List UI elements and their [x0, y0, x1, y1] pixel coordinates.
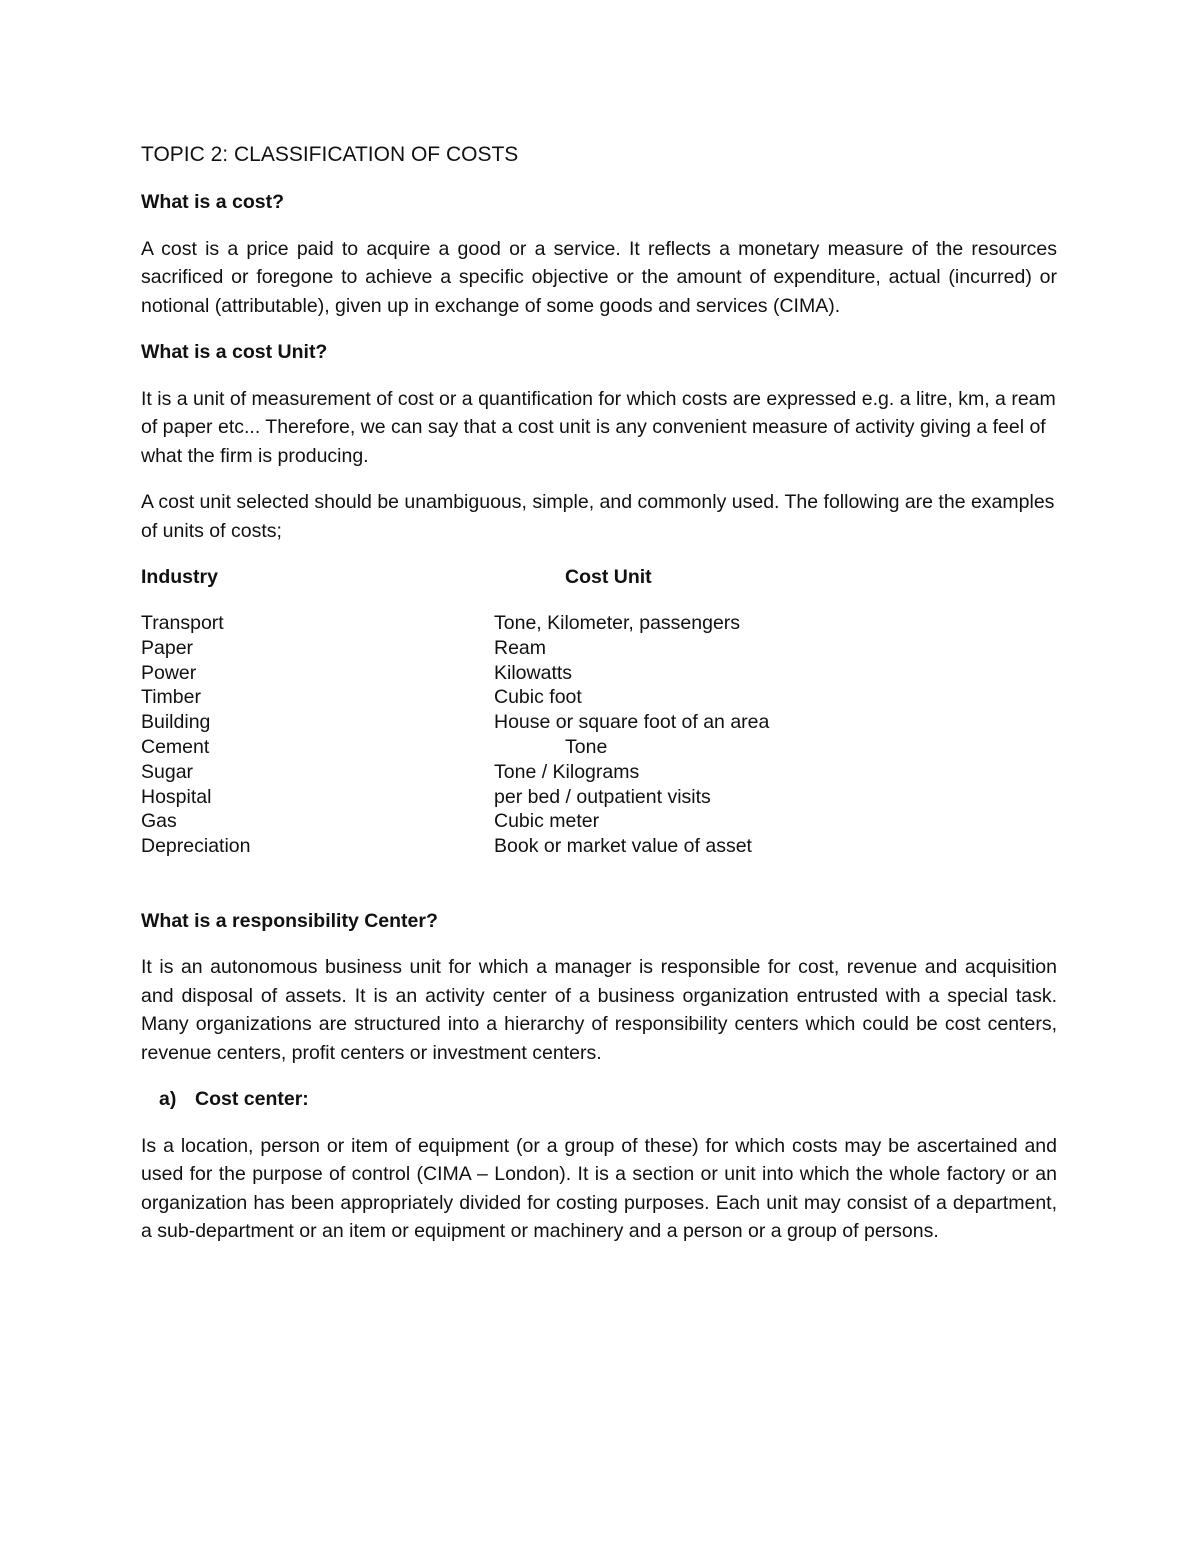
page-title: TOPIC 2: CLASSIFICATION OF COSTS [141, 143, 519, 166]
paragraph-responsibility-center: It is an autonomous business unit for which a manager is responsible for cost, revenue and acquisition and disposal of assets. It is an activity center of a business organization entrusted with a special task. Many organizations are structured into a hierarchy of responsibility centers which could be cost centers, revenue centers, profit centers or investment centers. [141, 956, 1057, 1064]
header-cost-unit: Cost Unit [565, 566, 652, 588]
industry-cell: Transport [141, 612, 224, 634]
heading-cost-center [159, 1085, 1057, 1114]
heading-cost-unit: What is a cost Unit? [141, 341, 328, 363]
industry-cell: Hospital [141, 785, 212, 808]
cost-unit-cell: Book or market value of asset [494, 835, 752, 858]
industry-cell: Timber [141, 686, 201, 709]
cost-unit-cell: Kilowatts [494, 661, 573, 684]
cost-unit-cell: Ream [494, 636, 547, 659]
heading-cost-center-label: Cost center: [195, 1088, 309, 1111]
industry-cell: Depreciation [141, 835, 251, 858]
cost-unit-table [141, 611, 1057, 859]
table-row [141, 809, 1057, 834]
table-row [141, 661, 1057, 686]
cost-unit-cell: Tone [565, 735, 608, 758]
table-row [141, 685, 1057, 710]
cost-unit-cell: Tone, Kilometer, passengers [494, 612, 741, 634]
table-row [141, 636, 1057, 661]
table-row [141, 710, 1057, 735]
cost-unit-cell: House or square foot of an area [494, 711, 770, 734]
industry-cell: Gas [141, 810, 177, 833]
document-page [141, 140, 1057, 1264]
industry-cell: Building [141, 711, 211, 734]
header-industry: Industry [141, 566, 218, 588]
table-row [141, 785, 1057, 810]
industry-cell: Sugar [141, 760, 194, 783]
table-row [141, 611, 1057, 636]
paragraph-cost-unit-definition: It is a unit of measurement of cost or a quantification for which costs are expressed e.g. a litre, km, a ream of paper etc... Therefore, we can say that a cost unit is any convenient measure of activity giving a feel of what the firm is producing. [141, 387, 1056, 467]
list-marker: a) [159, 1088, 177, 1111]
table-row [141, 834, 1057, 859]
cost-unit-cell: Tone / Kilograms [494, 760, 640, 783]
cost-unit-cell: Cubic foot [494, 686, 582, 709]
paragraph-cost-unit-examples: A cost unit selected should be unambiguous, simple, and commonly used. The following are the examples of units of costs; [141, 491, 1055, 542]
cost-unit-table-header [141, 563, 1057, 591]
cost-unit-cell: per bed / outpatient visits [494, 785, 711, 808]
heading-what-is-cost: What is a cost? [141, 191, 285, 213]
industry-cell: Cement [141, 735, 210, 758]
table-row [141, 735, 1057, 760]
heading-responsibility-center: What is a responsibility Center? [141, 909, 438, 932]
cost-unit-cell: Cubic meter [494, 810, 600, 833]
paragraph-cost-definition: A cost is a price paid to acquire a good or a service. It reflects a monetary measure of the resources sacrificed or foregone to achieve a specific objective or the amount of expenditure, actual (incurred) or notional (attributable), given up in exchange of some goods and services (CIMA). [141, 237, 1057, 317]
industry-cell: Paper [141, 636, 194, 659]
paragraph-cost-center: Is a location, person or item of equipment (or a group of these) for which costs may be ascertained and used for the purpose of control (CIMA – London). It is a section or unit into which the whole factory or an organization has been appropriately divided for costing purposes. Each unit may consist of a department, a sub-department or an item or equipment or machinery and a person or a group of persons. [141, 1134, 1057, 1243]
industry-cell: Power [141, 661, 197, 684]
table-row [141, 760, 1057, 785]
